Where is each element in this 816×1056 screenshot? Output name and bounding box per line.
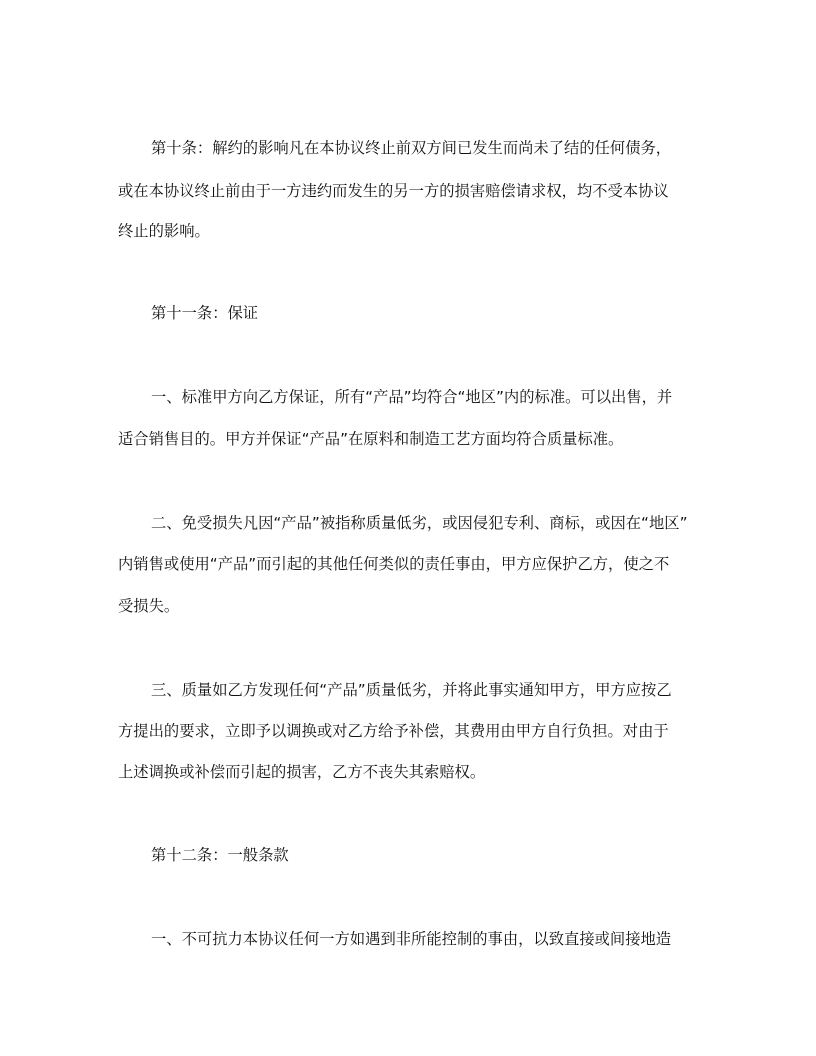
article-11-clause-2-line-2: 内销售或使用“产品”而引起的其他任何类似的责任事由，甲方应保护乙方，使之不: [118, 555, 670, 573]
article-11-clause-2-line-1: 二、免受损失凡因“产品”被指称质量低劣，或因侵犯专利、商标，或因在“地区”: [151, 514, 688, 532]
article-11-heading: 第十一条：保证: [151, 304, 259, 322]
article-11-clause-3-line-3: 上述调换或补偿而引起的损害，乙方不丧失其索赔权。: [118, 763, 486, 781]
article-11-clause-3-line-1: 三、质量如乙方发现任何“产品”质量低劣，并将此事实通知甲方，甲方应按乙: [151, 681, 672, 699]
article-12-clause-1-line-1: 一、不可抗力本协议任何一方如遇到非所能控制的事由，以致直接或间接地造: [151, 930, 672, 948]
article-10-line-3: 终止的影响。: [118, 222, 210, 240]
article-11-clause-1-line-1: 一、标准甲方向乙方保证，所有“产品”均符合“地区”内的标准。可以出售，并: [151, 388, 673, 406]
article-10-line-1: 第十条：解约的影响凡在本协议终止前双方间已发生而尚未了结的任何债务，: [151, 139, 672, 157]
article-12-heading: 第十二条：一般条款: [151, 846, 289, 864]
article-11-clause-1-line-2: 适合销售目的。甲方并保证“产品”在原料和制造工艺方面均符合质量标准。: [118, 430, 624, 448]
article-10-line-2: 或在本协议终止前由于一方违约而发生的另一方的损害赔偿请求权，均不受本协议: [118, 182, 669, 200]
article-11-clause-3-line-2: 方提出的要求，立即予以调换或对乙方给予补偿，其费用由甲方自行负担。对由于: [118, 722, 669, 740]
article-11-clause-2-line-3: 受损失。: [118, 597, 180, 615]
